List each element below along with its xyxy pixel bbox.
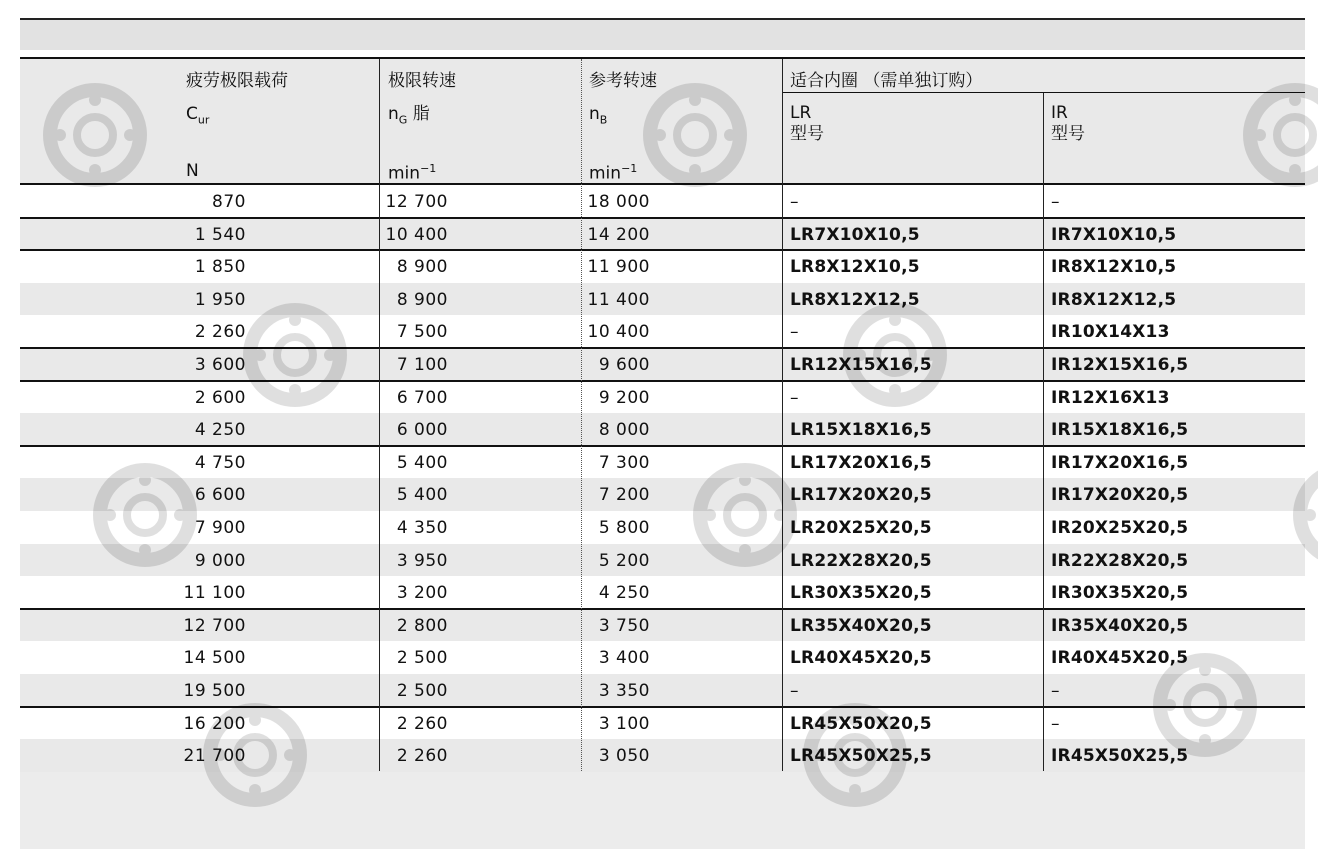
- cell-lr-code: LR17X20X20,5: [790, 485, 932, 506]
- cell-lr-code: LR8X12X12,5: [790, 289, 920, 310]
- header-col-ref-speed-unit: $\min^{-1}$: [589, 162, 638, 184]
- cell-ref-speed: 7 300: [598, 452, 650, 473]
- cell-lr-code: LR40X45X20,5: [790, 648, 932, 669]
- cell-ref-speed: 3 400: [598, 648, 650, 669]
- cell-limit-speed: 10 400: [385, 224, 448, 245]
- cell-limit-speed: 5 400: [396, 452, 448, 473]
- cell-fatigue-load: 11 100: [183, 583, 246, 604]
- cell-lr-code: LR22X28X20,5: [790, 550, 932, 571]
- cell-ir-code: IR15X18X16,5: [1051, 420, 1189, 441]
- cell-ref-speed: 11 400: [587, 289, 650, 310]
- header-col-load-unit: N: [186, 161, 199, 181]
- cell-ref-speed: 5 200: [598, 550, 650, 571]
- top-banner: [20, 18, 1305, 50]
- cell-lr-code: –: [790, 681, 799, 701]
- cell-limit-speed: 2 500: [396, 681, 448, 701]
- cell-ref-speed: 18 000: [587, 192, 650, 212]
- cell-fatigue-load: 4 250: [194, 420, 246, 441]
- row-separator-rule: [20, 217, 1305, 219]
- cell-ref-speed: 14 200: [587, 224, 650, 245]
- cell-lr-code: –: [790, 322, 799, 343]
- header-col-ir-code: IR: [1051, 103, 1068, 123]
- cell-lr-code: LR15X18X16,5: [790, 420, 932, 441]
- col-divider-4: [1043, 93, 1044, 771]
- cell-fatigue-load: 21 700: [183, 746, 246, 767]
- cell-ref-speed: 3 050: [598, 746, 650, 767]
- row-separator-rule: [20, 445, 1305, 447]
- cell-limit-speed: 12 700: [385, 192, 448, 212]
- cell-limit-speed: 4 350: [396, 518, 448, 538]
- row-separator-rule: [20, 608, 1305, 610]
- cell-ir-code: –: [1051, 192, 1060, 212]
- header-col-limit-speed-symbol: $n_G$ 脂: [388, 104, 430, 127]
- cell-lr-code: LR20X25X20,5: [790, 518, 932, 538]
- cell-ir-code: IR17X20X20,5: [1051, 485, 1189, 506]
- cell-fatigue-load: 1 850: [194, 257, 246, 278]
- cell-ir-code: IR17X20X16,5: [1051, 452, 1189, 473]
- cell-fatigue-load: 9 000: [194, 550, 246, 571]
- cell-fatigue-load: 16 200: [183, 713, 246, 734]
- col-divider-3: [782, 59, 783, 771]
- cell-fatigue-load: 12 700: [183, 615, 246, 636]
- cell-lr-code: LR12X15X16,5: [790, 355, 932, 375]
- cell-ir-code: IR7X10X10,5: [1051, 224, 1177, 245]
- header-group-inner-ring: 适合内圈 （需单独订购）: [790, 71, 983, 91]
- cell-ref-speed: 9 200: [598, 387, 650, 408]
- header-col-limit-speed-title: 极限转速: [388, 71, 456, 91]
- cell-ir-code: IR12X16X13: [1051, 387, 1170, 408]
- cell-ref-speed: 9 600: [598, 355, 650, 375]
- cell-fatigue-load: 14 500: [183, 648, 246, 669]
- header-col-ir-label: 型号: [1051, 124, 1085, 144]
- cell-ir-code: IR12X15X16,5: [1051, 355, 1189, 375]
- cell-lr-code: LR45X50X20,5: [790, 713, 932, 734]
- cell-ir-code: IR22X28X20,5: [1051, 550, 1189, 571]
- cell-ref-speed: 10 400: [587, 322, 650, 343]
- cell-limit-speed: 7 100: [396, 355, 448, 375]
- cell-ir-code: IR30X35X20,5: [1051, 583, 1189, 604]
- cell-lr-code: LR17X20X16,5: [790, 452, 932, 473]
- header-col-ref-speed-symbol: $n_B$: [589, 104, 608, 127]
- cell-fatigue-load: 4 750: [194, 452, 246, 473]
- cell-limit-speed: 2 260: [396, 746, 448, 767]
- header-col-limit-speed-unit: $\min^{-1}$: [388, 162, 437, 184]
- header-col-lr-code: LR: [790, 103, 812, 123]
- cell-ref-speed: 3 100: [598, 713, 650, 734]
- cell-ir-code: IR10X14X13: [1051, 322, 1170, 343]
- row-separator-rule: [20, 706, 1305, 708]
- row-separator-rule: [20, 249, 1305, 251]
- cell-fatigue-load: 6 600: [194, 485, 246, 506]
- cell-limit-speed: 7 500: [396, 322, 448, 343]
- cell-lr-code: LR8X12X10,5: [790, 257, 920, 278]
- header-col-ref-speed-title: 参考转速: [589, 71, 657, 91]
- cell-limit-speed: 6 000: [396, 420, 448, 441]
- cell-lr-code: –: [790, 387, 799, 408]
- row-separator-rule: [20, 347, 1305, 349]
- cell-limit-speed: 8 900: [396, 289, 448, 310]
- cell-ir-code: IR45X50X25,5: [1051, 746, 1189, 767]
- cell-lr-code: LR30X35X20,5: [790, 583, 932, 604]
- cell-ref-speed: 3 350: [598, 681, 650, 701]
- cell-limit-speed: 5 400: [396, 485, 448, 506]
- footer-area: [20, 772, 1305, 849]
- cell-fatigue-load: 2 600: [194, 387, 246, 408]
- cell-ref-speed: 8 000: [598, 420, 650, 441]
- header-col-load-title: 疲劳极限载荷: [186, 71, 288, 91]
- cell-limit-speed: 3 200: [396, 583, 448, 604]
- cell-ref-speed: 3 750: [598, 615, 650, 636]
- cell-limit-speed: 3 950: [396, 550, 448, 571]
- cell-lr-code: LR35X40X20,5: [790, 615, 932, 636]
- cell-ref-speed: 11 900: [587, 257, 650, 278]
- cell-fatigue-load: 2 260: [194, 322, 246, 343]
- cell-limit-speed: 8 900: [396, 257, 448, 278]
- cell-ir-code: IR8X12X12,5: [1051, 289, 1177, 310]
- header-col-load-symbol: $C_{ur}$: [186, 104, 210, 127]
- cell-ir-code: IR20X25X20,5: [1051, 518, 1189, 538]
- cell-ir-code: IR40X45X20,5: [1051, 648, 1189, 669]
- cell-limit-speed: 2 260: [396, 713, 448, 734]
- header-col-lr-label: 型号: [790, 124, 824, 144]
- cell-limit-speed: 2 500: [396, 648, 448, 669]
- cell-ir-code: –: [1051, 681, 1060, 701]
- cell-fatigue-load: 870: [212, 192, 246, 212]
- header-bottom-rule: [20, 183, 1305, 185]
- cell-fatigue-load: 1 950: [194, 289, 246, 310]
- cell-ref-speed: 7 200: [598, 485, 650, 506]
- cell-fatigue-load: 19 500: [183, 681, 246, 701]
- cell-ir-code: IR35X40X20,5: [1051, 615, 1189, 636]
- cell-ref-speed: 4 250: [598, 583, 650, 604]
- cell-fatigue-load: 1 540: [194, 224, 246, 245]
- cell-lr-code: LR7X10X10,5: [790, 224, 920, 245]
- cell-lr-code: LR45X50X25,5: [790, 746, 932, 767]
- row-separator-rule: [20, 380, 1305, 382]
- cell-ir-code: IR8X12X10,5: [1051, 257, 1177, 278]
- cell-limit-speed: 6 700: [396, 387, 448, 408]
- cell-fatigue-load: 3 600: [194, 355, 246, 375]
- cell-limit-speed: 2 800: [396, 615, 448, 636]
- cell-lr-code: –: [790, 192, 799, 212]
- header-top-rule: [20, 57, 1305, 59]
- cell-ref-speed: 5 800: [598, 518, 650, 538]
- cell-ir-code: –: [1051, 713, 1060, 734]
- cell-fatigue-load: 7 900: [194, 518, 246, 538]
